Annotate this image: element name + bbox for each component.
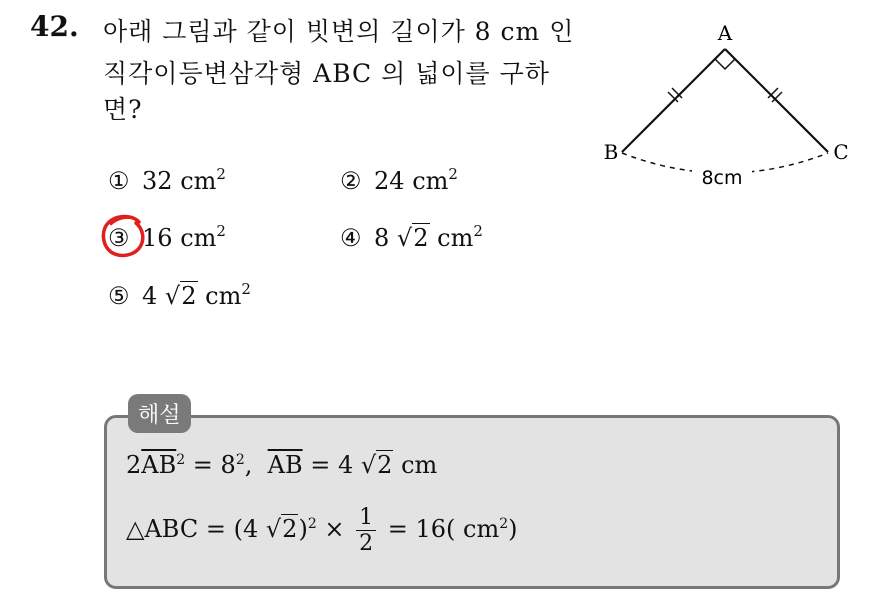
base-label: 8cm <box>701 167 743 189</box>
choice-5[interactable]: ⑤ 4 √2 $cm^2$ <box>108 280 251 310</box>
sqrt-symbol: √2 <box>265 515 298 543</box>
right-angle-mark <box>715 59 735 69</box>
solution-tag: 해설 <box>128 394 191 433</box>
vertex-a-label: A <box>717 21 733 45</box>
triangle-figure <box>595 15 865 195</box>
side-ac <box>725 49 828 152</box>
choice-1[interactable]: ① 32 $cm^2$ <box>108 165 226 195</box>
fraction-half: $\frac{1}{2}$ <box>356 505 376 556</box>
solution-line-2: △ABC = (4 √2)$^2$ × $\frac{1}{2}$ = 16( $cm^2$) <box>126 505 518 556</box>
question-number: 42. <box>30 10 79 43</box>
side-ab <box>622 49 725 152</box>
choice-mark: ① <box>108 167 130 195</box>
answer-circle-mark <box>99 212 147 260</box>
choice-4[interactable]: ④ 8 √2 $cm^2$ <box>340 222 483 252</box>
question-text-line-2: 직각이등변삼각형 ABC 의 넓이를 구하 <box>103 59 550 88</box>
sqrt-symbol: √2 <box>360 451 393 479</box>
choice-2[interactable]: ② 24 $cm^2$ <box>340 165 458 195</box>
choice-mark: ③ <box>108 224 130 252</box>
choice-3[interactable]: ③ 16 $cm^2$ <box>108 222 226 252</box>
choice-mark: ② <box>340 167 362 195</box>
question-text-line-1: 아래 그림과 같이 빗변의 길이가 8 cm 인 <box>103 17 575 46</box>
solution-box <box>104 415 840 589</box>
sqrt-symbol: √2 <box>164 282 197 310</box>
vertex-b-label: B <box>603 140 619 164</box>
choice-mark: ⑤ <box>108 282 130 310</box>
solution-line-1: $2\overline{AB}^2 = 8^2$, $\overline{AB} = 4$ √2 cm <box>126 451 438 479</box>
vertex-c-label: C <box>833 140 849 164</box>
choice-mark: ④ <box>340 224 362 252</box>
question-text-line-3: 면? <box>103 95 143 124</box>
sqrt-symbol: √2 <box>396 224 429 252</box>
